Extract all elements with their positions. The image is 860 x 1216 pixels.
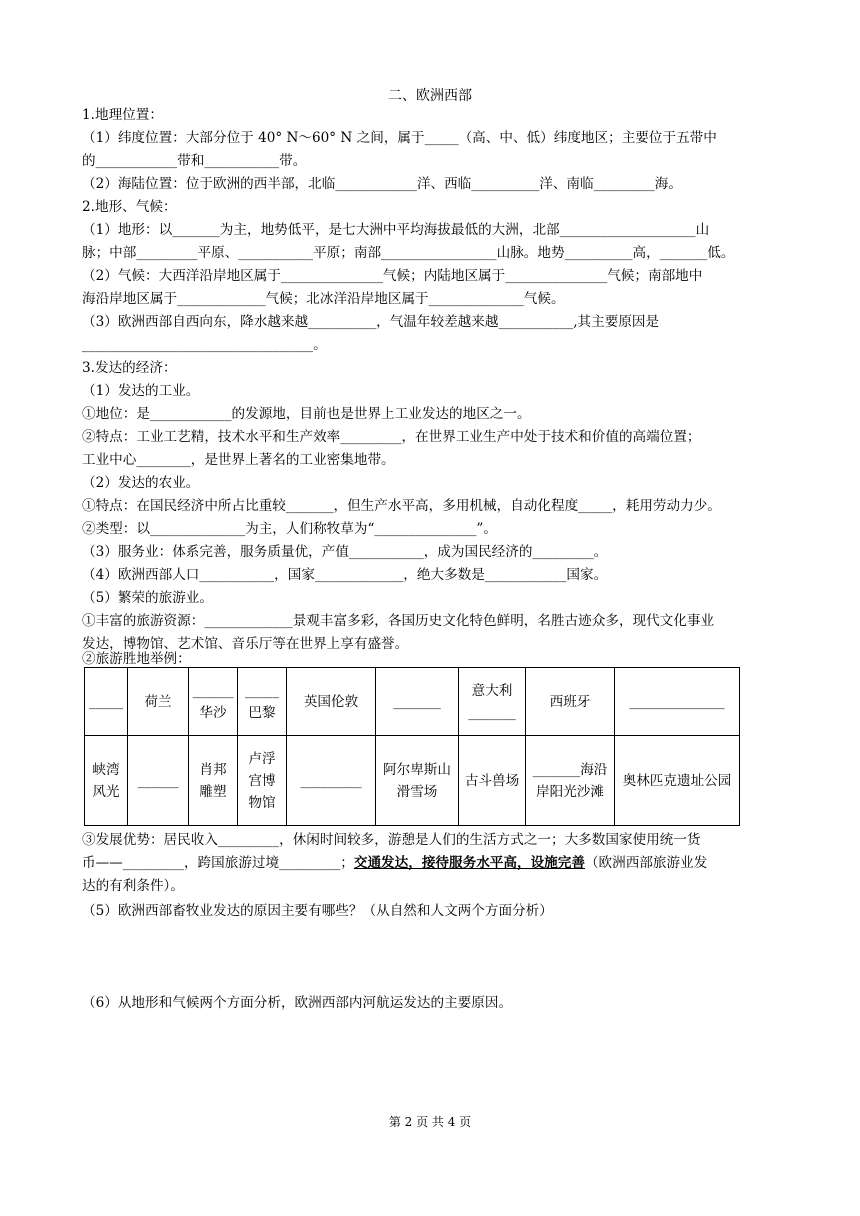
emphasized-text: 交通发达，接待服务水平高，设施完善 — [353, 855, 585, 871]
text-line: （2）发达的农业。 — [82, 475, 200, 491]
text-line: ①丰富的旅游资源：_____________景观丰富多彩，各国历史文化特色鲜明，名胜古迹众多，现代文化事业 — [82, 613, 715, 629]
text-line: 1.地理位置： — [82, 107, 163, 123]
text-line: （2）气候：大西洋沿岸地区属于_______________气候；内陆地区属于_______________气候；南部地中 — [82, 268, 703, 284]
text-line: 3.发达的经济： — [82, 360, 177, 376]
text-line: （3）欧洲西部自西向东，降水越来越__________，气温年较差越来越___________,其主要原因是 — [82, 314, 660, 330]
table-cell: 奥林匹克遗址公园 — [615, 736, 740, 826]
text-line: ②特点：工业工艺精，技术水平和生产效率_________，在世界工业生产中处于技术和价值的高端位置； — [82, 429, 701, 445]
text-line: 2.地形、气候： — [82, 199, 177, 215]
table-cell: _____ 巴黎 — [238, 668, 287, 736]
table-cell: _________ — [287, 736, 376, 826]
text-line: （2）海陆位置：位于欧洲的西半部，北临____________洋、西临__________洋、南临_________海。 — [82, 176, 682, 192]
text-line: ①特点：在国民经济中所占比重较_______，但生产水平高，多用机械，自动化程度_____，耗用劳动力少。 — [82, 498, 721, 514]
table-cell: 峡湾 风光 — [85, 736, 128, 826]
text-line: 的____________带和___________带。 — [82, 153, 307, 169]
question-5: （5）欧洲西部畜牧业发达的原因主要有哪些？（从自然和人文两个方面分析） — [82, 903, 553, 919]
table-cell: _______海沿 岸阳光沙滩 — [526, 736, 615, 826]
page-footer: 第 2 页 共 4 页 — [388, 1115, 472, 1129]
question-6: （6）从地形和气候两个方面分析，欧洲西部内河航运发达的主要原因。 — [82, 995, 513, 1011]
section-title: 二、欧洲西部 — [388, 88, 472, 104]
table-cell: ______ — [128, 736, 189, 826]
text-line: 发达，博物馆、艺术馆、音乐厅等在世界上享有盛誉。 — [82, 636, 409, 652]
text-line: 工业中心________，是世界上著名的工业密集地带。 — [82, 452, 395, 468]
text-line: ①地位：是____________的发源地，目前也是世界上工业发达的地区之一。 — [82, 406, 531, 422]
table-cell: ______ 华沙 — [189, 668, 238, 736]
text-line: ③发展优势：居民收入_________，休闲时间较多，游憩是人们的生活方式之一；大多数国家使用统一货 — [82, 832, 701, 848]
table-cell: ______________ — [615, 668, 740, 736]
text-line: ②类型：以______________为主，人们称牧草为“_______________”。 — [82, 521, 497, 537]
table-cell: 意大利 _______ — [459, 668, 526, 736]
table-row — [85, 668, 740, 736]
text-line: ②旅游胜地举例： — [82, 651, 191, 667]
text-line: （1）纬度位置：大部分位于 40° N～60° N 之间，属于_____（高、中、低）纬度地区；主要位于五带中 — [82, 130, 717, 146]
text-line: （3）服务业：体系完善，服务质量优，产值___________，成为国民经济的_________。 — [82, 544, 608, 560]
table-cell: 荷兰 — [128, 668, 189, 736]
text-line: （4）欧洲西部人口___________，国家_____________，绝大多数是____________国家。 — [82, 567, 608, 583]
tourist-sites-table — [84, 667, 740, 826]
text-line: （1）发达的工业。 — [82, 383, 200, 399]
table-cell: 英国伦敦 — [287, 668, 376, 736]
text-segment: （欧洲西部旅游业发 — [584, 855, 708, 871]
text-line: （5）繁荣的旅游业。 — [82, 590, 213, 606]
text-line: 海沿岸地区属于_____________气候；北冰洋沿岸地区属于______________气候。 — [82, 291, 565, 307]
table-cell: 卢浮 宫博 物馆 — [238, 736, 287, 826]
table-cell: 肖邦 雕塑 — [189, 736, 238, 826]
table-cell: _______ — [376, 668, 459, 736]
text-line: （1）地形：以_______为主，地势低平，是七大洲中平均海拔最低的大洲，北部____________________山 — [82, 222, 710, 238]
text-line: __________________________________。 — [82, 337, 327, 353]
text-line: 达的有利条件）。 — [82, 878, 184, 894]
text-line — [82, 852, 782, 874]
table-cell: 古斗兽场 — [459, 736, 526, 826]
text-segment: 币——_________，跨国旅游过境_________； — [82, 855, 354, 871]
text-line: 脉；中部_________平原、___________平原；南部_________________山脉。地势__________高，_______低。 — [82, 245, 735, 261]
table-cell: 西班牙 — [526, 668, 615, 736]
table-row — [85, 736, 740, 826]
table-cell: _____ — [85, 668, 128, 736]
table-cell: 阿尔卑斯山 滑雪场 — [376, 736, 459, 826]
